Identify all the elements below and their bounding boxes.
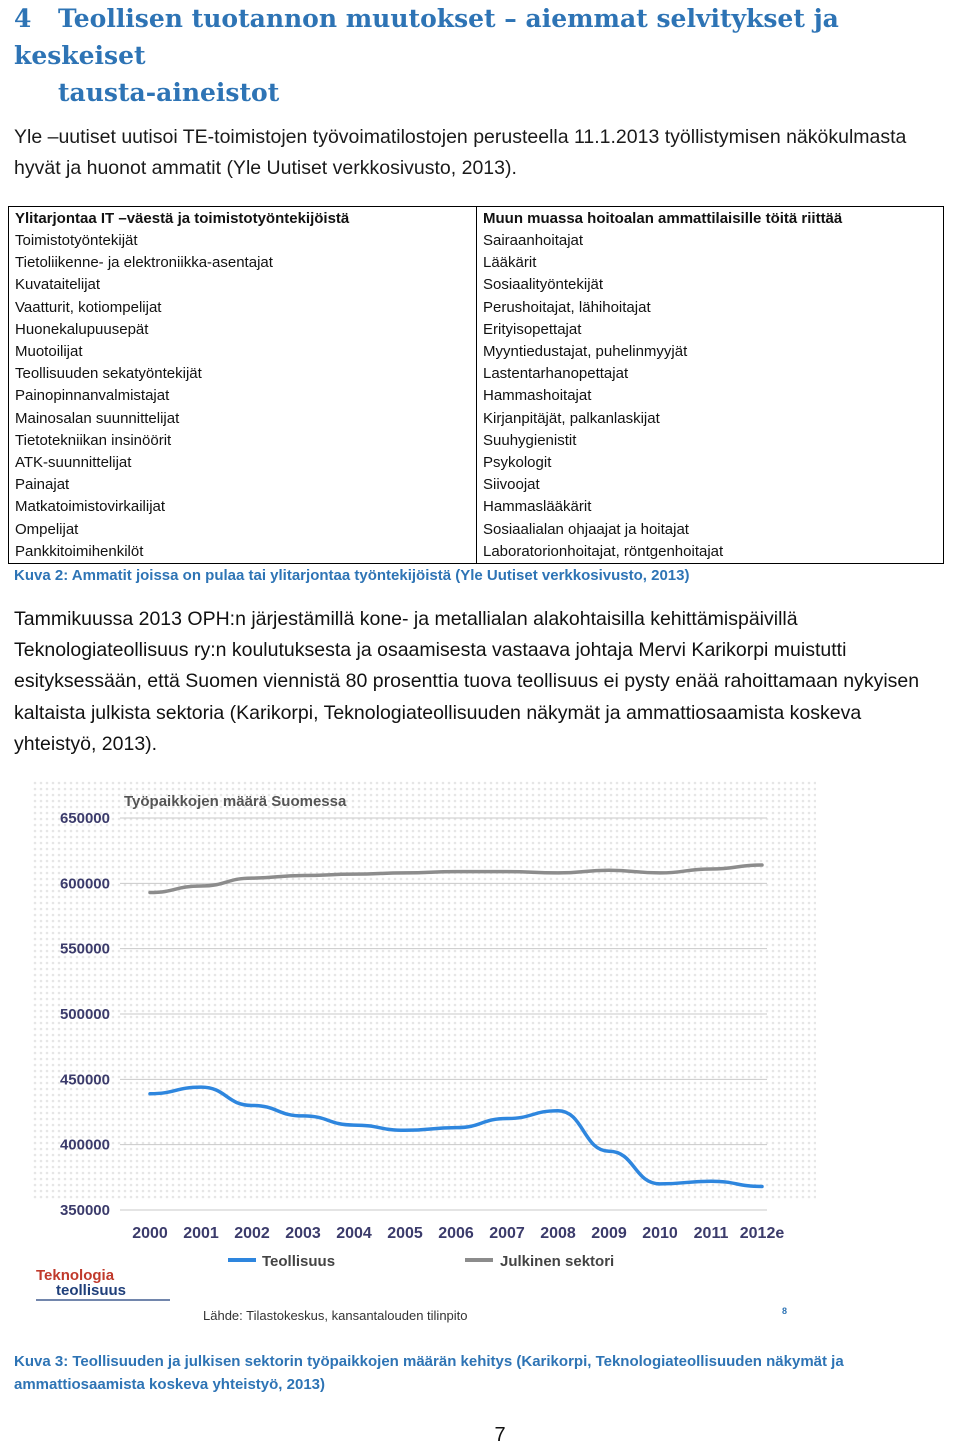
x-tick-label: 2007 — [489, 1225, 525, 1242]
table-cell-surplus: Painajat — [15, 476, 70, 494]
table-row — [9, 252, 944, 274]
legend-label-julkinen: Julkinen sektori — [500, 1253, 615, 1270]
x-tick-label: 2011 — [693, 1225, 729, 1242]
jobs-chart — [32, 780, 816, 1325]
table-cell-shortage: Sairaanhoitajat — [477, 230, 944, 252]
section-title-line1: Teollisen tuotannon muutokset – aiemmat selvitykset ja keskeiset — [14, 4, 839, 70]
logo-text-line2: teollisuus — [56, 1282, 127, 1299]
table-cell-surplus: Toimistotyöntekijät — [15, 232, 138, 250]
intro-paragraph — [14, 122, 960, 184]
table-cell-shortage: Sosiaalialan ohjaajat ja hoitajat — [477, 518, 944, 540]
jobs-chart-slide — [32, 780, 816, 1325]
right-column-header: Muun muassa hoitoalan ammattilaisille töitä riittää — [477, 207, 944, 231]
table-row — [9, 297, 944, 319]
table-row — [9, 319, 944, 341]
table-row — [9, 452, 944, 474]
paragraph-line: yhteistyö, 2013). — [14, 732, 158, 755]
table-cell-shortage: Laboratorionhoitajat, röntgenhoitajat — [477, 541, 944, 564]
x-tick-label: 2009 — [591, 1225, 627, 1242]
y-tick-label: 350000 — [59, 1202, 110, 1219]
table-cell-surplus: Muotoilijat — [15, 343, 83, 361]
x-tick-label: 2000 — [132, 1225, 168, 1242]
y-tick-label: 400000 — [59, 1136, 110, 1154]
table-cell-surplus: Mainosalan suunnittelijat — [15, 409, 180, 427]
table-cell-surplus: Tietotekniikan insinöörit — [15, 431, 172, 449]
table-row — [9, 474, 944, 496]
table-cell-shortage: Myyntiedustajat, puhelinmyyjät — [477, 341, 944, 363]
table-cell-surplus: Painopinnanvalmistajat — [15, 387, 170, 405]
x-tick-label: 2002 — [234, 1225, 270, 1242]
table-cell-shortage: Sosiaalityöntekijät — [477, 274, 944, 296]
table-cell-surplus: Huonekalupuusepät — [15, 320, 149, 338]
table-cell-shortage: Siivoojat — [477, 474, 944, 496]
x-tick-label: 2003 — [285, 1225, 321, 1242]
x-tick-label: 2001 — [183, 1225, 219, 1242]
table-row — [9, 496, 944, 518]
table-cell-shortage: Hammashoitajat — [477, 385, 944, 407]
table-cell-surplus: Matkatoimistovirkailijat — [15, 498, 166, 516]
paragraph-line: Tammikuussa 2013 OPH:n järjestämillä kone- ja metallialan alakohtaisilla kehittämispäivillä — [14, 608, 798, 630]
x-tick-label: 2010 — [642, 1225, 678, 1242]
table-cell-surplus: Kuvataitelijat — [15, 276, 101, 294]
page-number: 7 — [494, 1424, 506, 1446]
caption-line: ammattiosaamista koskeva yhteistyö, 2013) — [14, 1376, 325, 1393]
table-row — [9, 363, 944, 385]
legend-label-teollisuus: Teollisuus — [262, 1253, 336, 1270]
occupations-table-body — [9, 230, 944, 563]
x-tick-label: 2004 — [336, 1225, 372, 1242]
table-cell-shortage: Lastentarhanopettajat — [477, 363, 944, 385]
paragraph-line: Teknologiateollisuus ry:n koulutuksesta ja osaamisesta vastaava johtaja Mervi Karikorpi muistutti — [14, 639, 847, 662]
figure-caption-3 — [14, 1350, 844, 1396]
table-row — [9, 274, 944, 296]
table-cell-shortage: Kirjanpitäjät, palkanlaskijat — [477, 408, 944, 430]
table-cell-surplus: ATK-suunnittelijat — [15, 453, 132, 471]
caption-line: Kuva 3: Teollisuuden ja julkisen sektorin työpaikkojen määrän kehitys (Karikorpi, Teknologiateollisuuden näkymät ja — [14, 1353, 844, 1370]
table-cell-surplus: Ompelijat — [15, 520, 79, 538]
y-tick-label: 550000 — [59, 940, 110, 958]
intro-line: Yle –uutiset uutisoi TE-toimistojen työvoimatilostojen perusteella 11.1.2013 työllistymisen näkökulmasta — [14, 126, 907, 148]
intro-line: hyvät ja huonot ammatit (Yle Uutiset verkkosivusto, 2013). — [14, 157, 517, 179]
slide-number: 8 — [782, 1306, 788, 1316]
table-cell-shortage: Erityisopettajat — [477, 319, 944, 341]
table-row — [9, 518, 944, 540]
table-row — [9, 341, 944, 363]
table-cell-shortage: Lääkärit — [477, 252, 944, 274]
x-tick-label: 2008 — [540, 1225, 576, 1242]
body-paragraph — [14, 604, 960, 760]
table-row — [9, 408, 944, 430]
table-cell-surplus: Teollisuuden sekatyöntekijät — [15, 365, 202, 383]
section-title-line2: tausta-aineistot — [58, 78, 280, 107]
left-column-header: Ylitarjontaa IT –väestä ja toimistotyöntekijöistä — [15, 210, 350, 227]
table-cell-surplus: Pankkitoimihenkilöt — [15, 542, 144, 560]
table-row — [9, 541, 944, 564]
table-row — [9, 430, 944, 452]
chart-dotted-texture — [32, 780, 816, 1200]
table-cell-shortage: Psykologit — [477, 452, 944, 474]
paragraph-line: kaltaista julkista sektoria (Karikorpi, Teknologiateollisuuden näkymät ja ammattiosaamista koskeva — [14, 701, 862, 724]
table-cell-shortage: Suuhygienistit — [477, 430, 944, 452]
x-tick-label: 2006 — [438, 1225, 474, 1242]
logo-text-line1: Teknologia — [36, 1267, 115, 1284]
y-tick-label: 600000 — [59, 875, 110, 893]
table-row — [9, 230, 944, 252]
figure-caption-2: Kuva 2: Ammatit joissa on pulaa tai ylitarjontaa työntekijöistä (Yle Uutiset verkkosivusto, 2013) — [14, 567, 690, 584]
x-tick-label: 2012e — [739, 1225, 785, 1242]
section-number: 4 — [14, 4, 32, 33]
chart-source: Lähde: Tilastokeskus, kansantalouden tilinpito — [203, 1308, 468, 1323]
y-tick-label: 650000 — [59, 810, 110, 827]
table-cell-surplus: Tietoliikenne- ja elektroniikka-asentajat — [15, 254, 273, 272]
table-cell-surplus: Vaatturit, kotiompelijat — [15, 298, 162, 316]
occupations-table — [8, 206, 944, 564]
table-cell-shortage: Perushoitajat, lähihoitajat — [477, 297, 944, 319]
table-cell-shortage: Hammaslääkärit — [477, 496, 944, 518]
paragraph-line: esityksessään, että Suomen viennistä 80 prosenttia tuova teollisuus ei pysty enää rahoittamaan nykyisen — [14, 670, 920, 693]
table-row — [9, 385, 944, 407]
y-tick-label: 450000 — [59, 1071, 110, 1089]
chart-title: Työpaikkojen määrä Suomessa — [124, 793, 347, 810]
x-tick-label: 2005 — [387, 1225, 423, 1242]
section-heading — [14, 0, 954, 111]
y-tick-label: 500000 — [59, 1006, 110, 1023]
